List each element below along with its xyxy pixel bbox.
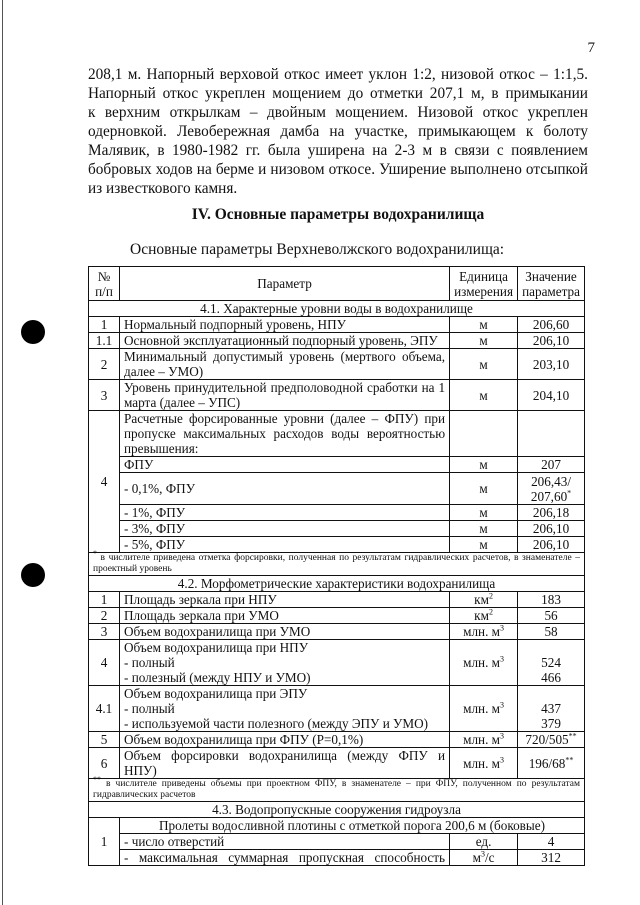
header-param: Параметр [120, 267, 450, 301]
group-heading: Пролеты водосливной плотины с отметкой порога 200,6 м (боковые) [120, 818, 585, 834]
table-row: 1 Площадь зеркала при НПУ $км^2$ 183 [89, 592, 585, 608]
table-row: 3 Объем водохранилища при УМО млн. $м^3$ 58 [89, 624, 585, 640]
footnote-row [89, 553, 585, 576]
section-title: IV. Основные параметры водохранилища [191, 206, 485, 223]
page-edge [2, 0, 3, 905]
table-subrow: - 1%, ФПУ м 206,18 [89, 505, 585, 521]
table-subrow: - максимальная суммарная пропускная способность $м^3/с$ 312 [89, 850, 585, 866]
table-row: 4.1 Объем водохранилища при ЭПУ - полный - используемой части полезного (между ЭПУ и УМО) млн. $м^3$ 437 379 [89, 686, 585, 732]
punch-hole [21, 320, 45, 344]
header-unit: Единица измерения [450, 267, 518, 301]
table-row: 2 Минимальный допустимый уровень (мертвого объема, далее – УМО) м 203,10 [89, 349, 585, 380]
paragraph-line: из известкового камня. [88, 180, 238, 197]
table-row: 1.1 Основной эксплуатационный подпорный уровень, ЭПУ м 206,10 [89, 333, 585, 349]
body-paragraph [88, 65, 588, 198]
table-subrow: - 5%, ФПУ м 206,10 [89, 537, 585, 553]
section-heading: 4.1. Характерные уровни воды в водохранилище [89, 301, 585, 317]
table-subrow: - 3%, ФПУ м 206,10 [89, 521, 585, 537]
paragraph-line: к верхним открылкам – двойным мощением. Низовой откос укреплен [88, 104, 588, 121]
table-row: 5 Объем водохранилища при ФПУ (Р=0,1%) млн. $м^3$ 720/505** [89, 732, 585, 748]
table-row: 4 Объем водохранилища при НПУ - полный - полезный (между НПУ и УМО) млн. $м^3$ 524 466 [89, 640, 585, 686]
table-row: 1 Нормальный подпорный уровень, НПУ м 206,60 [89, 317, 585, 333]
table-row: 2 Площадь зеркала при УМО $км^2$ 56 [89, 608, 585, 624]
table-header-row [89, 267, 585, 301]
section-heading: 4.2. Морфометрические характеристики водохранилища [89, 576, 585, 592]
header-value: Значение параметра [518, 267, 585, 301]
footnote-row [89, 779, 585, 802]
table-subrow: - число отверстий ед. 4 [89, 834, 585, 850]
punch-hole [21, 563, 45, 587]
section-heading: 4.3. Водопропускные сооружения гидроузла [89, 802, 585, 818]
table-subrow: ФПУ м 207 [89, 457, 585, 473]
footnote: ** в числителе приведены объемы при проектном ФПУ, в знаменателе – при ФПУ, полученном по результатам гидравлических расчетов [89, 779, 585, 802]
paragraph-line: 208,1 м. Напорный верховой откос имеет уклон 1:2, низовой откос – 1:1,5. [88, 66, 588, 83]
paragraph-line: Малявик, в 1980-1982 гг. была уширена на 2-3 м в связи с появлением [88, 142, 588, 159]
footnote: * в числителе приведена отметка форсировки, полученная по результатам гидравлических расчетов, в знаменателе – проектный уровень [89, 553, 585, 576]
page-number: 7 [587, 40, 595, 56]
table-intro: Основные параметры Верхневолжского водохранилища: [130, 241, 505, 258]
table-row: 3 Уровень принудительной предполоводной сработки на 1 марта (далее – УПС) м 204,10 [89, 380, 585, 411]
header-num: № п/п [89, 267, 120, 301]
paragraph-line: бобровых ходов на берме и низовом откосе. Уширение выполнено отсыпкой [88, 161, 588, 178]
parameters-table [88, 266, 585, 866]
section-row [89, 576, 585, 592]
table-row: 4 Расчетные форсированные уровни (далее – ФПУ) при пропуске максимальных расходов воды вероятностью превышения: [89, 411, 585, 457]
table-row: 1 Пролеты водосливной плотины с отметкой порога 200,6 м (боковые) [89, 818, 585, 834]
section-row [89, 301, 585, 317]
paragraph-line: одерновкой. Левобережная дамба на участке, примыкающем к болоту [88, 123, 588, 140]
table-row: 6 Объем форсировки водохранилища (между ФПУ и НПУ) млн. $м^3$ 196/68** [89, 748, 585, 779]
section-row [89, 802, 585, 818]
table-subrow: - 0,1%, ФПУ м 206,43/ 207,60* [89, 473, 585, 505]
paragraph-line: Напорный откос укреплен мощением до отметки 207,1 м, в примыкании [88, 85, 588, 102]
